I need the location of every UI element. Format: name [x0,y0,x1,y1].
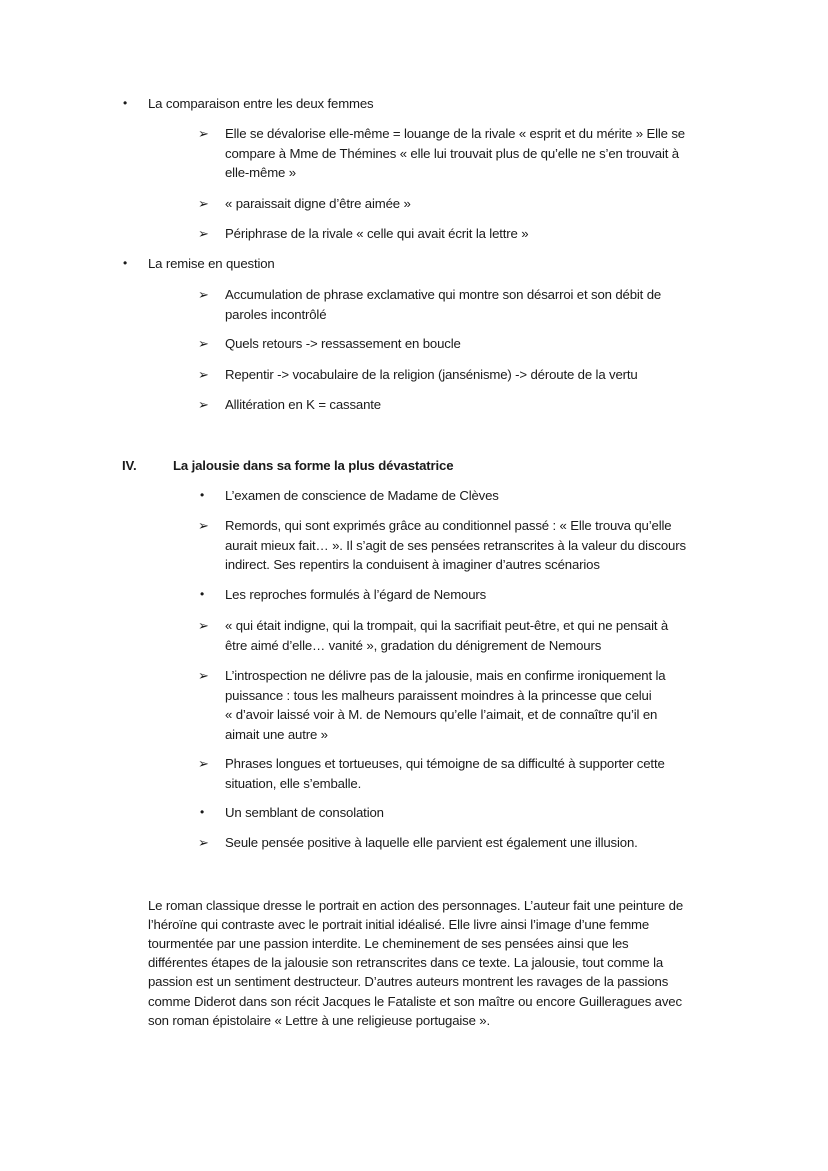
arrow-item-line: « qui était indigne, qui la trompait, qui la sacrifiait peut-être, et qui ne pensait à [225,618,669,633]
bullet-icon: • [200,805,205,819]
conclusion-line: l’héroïne qui contraste avec le portrait initial idéalisé. Elle livre ainsi l’image d’une femme [148,917,650,933]
arrow-item-line: Repentir -> vocabulaire de la religion (jansénisme) -> déroute de la vertu [225,367,638,382]
bullet-item-text: Les reproches formulés à l’égard de Nemours [225,587,487,602]
conclusion-line: son roman épistolaire « Lettre à une religieuse portugaise ». [148,1012,490,1028]
arrow-item-line: paroles incontrôlé [225,306,327,322]
conclusion-line: comme Diderot dans son récit Jacques le Fataliste et son maître ou encore Guilleragues avec [148,993,682,1009]
arrow-item-line: Phrases longues et tortueuses, qui témoigne de sa difficulté à supporter cette [225,756,665,771]
bullet-icon: • [123,96,128,110]
arrow-bullet-icon: ➢ [198,226,209,241]
conclusion-line: différentes étapes de la jalousie son retranscrites dans ce texte. La jalousie, tout comme la [148,955,664,971]
arrow-item-line: être aimé d’elle… vanité », gradation du dénigrement de Nemours [225,637,602,653]
arrow-item-line: puissance : tous les malheurs paraissent moindres à la princesse que celui [225,687,652,703]
arrow-bullet-icon: ➢ [198,618,209,633]
conclusion-line: tourmentée par une passion interdite. Le cheminement de ses pensées ainsi que les [148,936,629,952]
arrow-bullet-icon: ➢ [198,336,209,351]
bullet-item-text: La remise en question [148,256,275,271]
bullet-item-text: Un semblant de consolation [225,805,384,820]
arrow-bullet-icon: ➢ [198,196,209,211]
arrow-item-line: compare à Mme de Thémines « elle lui trouvait plus de qu’elle ne s’en trouvait à [225,145,679,161]
bullet-icon: • [200,587,205,601]
arrow-bullet-icon: ➢ [198,835,209,850]
arrow-bullet-icon: ➢ [198,756,209,771]
arrow-item-line: Accumulation de phrase exclamative qui montre son désarroi et son débit de [225,287,662,302]
bullet-item-text: La comparaison entre les deux femmes [148,96,374,111]
arrow-bullet-icon: ➢ [198,668,209,683]
conclusion-line: passion est un sentiment destructeur. D’autres auteurs montrent les ravages de la passions [148,974,669,990]
arrow-bullet-icon: ➢ [198,367,209,382]
arrow-bullet-icon: ➢ [198,126,209,141]
section-numeral: IV. [122,458,137,473]
arrow-item-line: Allitération en K = cassante [225,397,381,412]
arrow-item-line: indirect. Ses repentirs la conduisent à imaginer d’autres scénarios [225,557,600,573]
conclusion-line: Le roman classique dresse le portrait en action des personnages. L’auteur fait une peinture de [148,898,683,913]
arrow-item-line: Seule pensée positive à laquelle elle parvient est également une illusion. [225,835,638,850]
arrow-bullet-icon: ➢ [198,287,209,302]
arrow-bullet-icon: ➢ [198,397,209,412]
arrow-item-line: Quels retours -> ressassement en boucle [225,336,461,351]
section-title: La jalousie dans sa forme la plus dévastatrice [173,458,454,473]
arrow-item-line: L’introspection ne délivre pas de la jalousie, mais en confirme ironiquement la [225,668,666,683]
arrow-item-line: situation, elle s’emballe. [225,775,362,791]
arrow-item-line: Remords, qui sont exprimés grâce au conditionnel passé : « Elle trouva qu’elle [225,518,672,533]
arrow-bullet-icon: ➢ [198,518,209,533]
bullet-icon: • [200,488,205,502]
bullet-icon: • [123,256,128,270]
arrow-item-line: « d’avoir laissé voir à M. de Nemours qu’elle l’aimait, et de connaître qu’il en [225,707,658,723]
arrow-item-line: aurait mieux fait… ». Il s’agit de ses pensées retranscrites à la valeur du discours [225,537,686,553]
arrow-item-line: elle-même » [225,165,296,181]
bullet-item-text: L’examen de conscience de Madame de Clèves [225,488,499,503]
arrow-item-line: aimait une autre » [225,726,328,742]
arrow-item-line: Périphrase de la rivale « celle qui avait écrit la lettre » [225,226,529,241]
arrow-item-line: Elle se dévalorise elle-même = louange de la rivale « esprit et du mérite » Elle se [225,126,685,141]
arrow-item-line: « paraissait digne d’être aimée » [225,196,411,211]
